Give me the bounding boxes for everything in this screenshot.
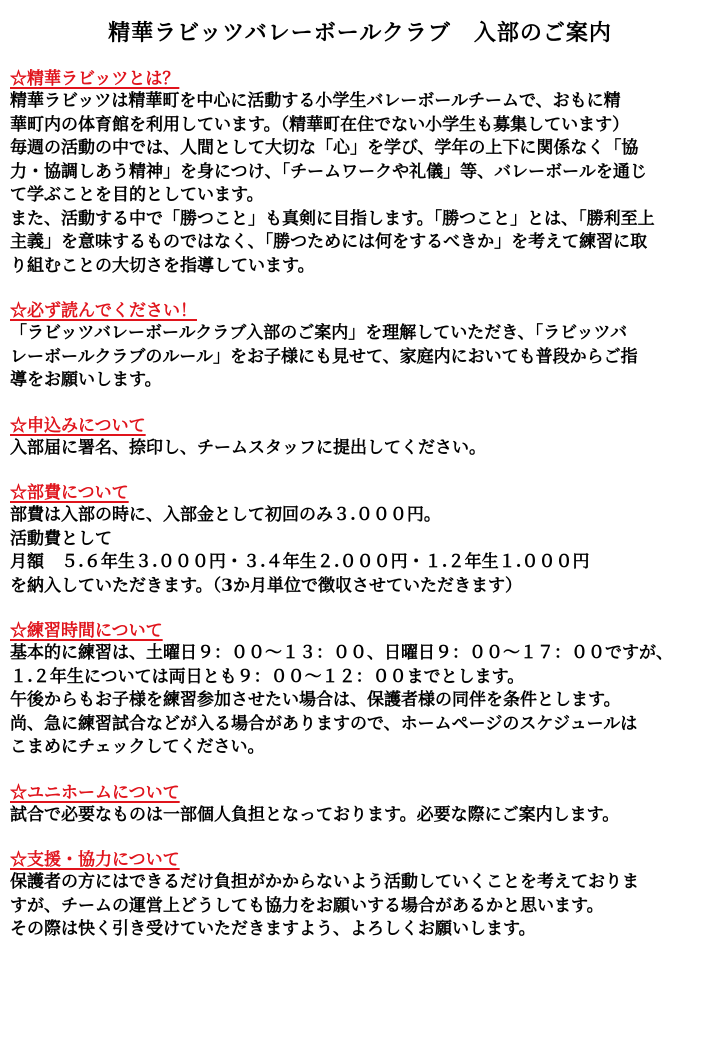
- section-fees: [10, 482, 710, 598]
- paragraph-line: こまめにチェックしてください。: [10, 737, 265, 757]
- paragraph-line: すが、チームの運営上どうしても協力をお願いする場合があるかと思います。: [10, 895, 604, 916]
- paragraph-line: 「ラビッツバレーボールクラブ入部のご案内」を理解していただき、「ラビッツバ: [10, 323, 628, 343]
- paragraph-line: 保護者の方にはできるだけ負担がかからないよう活動していくことを考えておりま: [10, 872, 639, 892]
- section-support: [10, 849, 710, 942]
- section-practice-hours: [10, 620, 710, 760]
- paragraph-line: レーボールクラブのルール」をお子様にも見せて、家庭内においても普段からご指: [10, 346, 638, 367]
- section-uniform: [10, 782, 710, 828]
- section-heading: ☆部費について: [10, 483, 129, 503]
- paragraph-line: 尚、急に練習試合などが入る場合がありますので、ホームページのスケジュールは: [10, 713, 638, 734]
- paragraph-line: その際は快く引き受けていただきますよう、よろしくお願いします。: [10, 919, 536, 939]
- paragraph-line: 力・協調しあう精神」を身につけ、「チームワークや礼儀」等、バレーボールを通じ: [10, 161, 647, 182]
- paragraph-line: り組むことの大切さを指導しています。: [10, 255, 315, 276]
- paragraph-line: 主義」を意味するものではなく、「勝つためには何をするべきか」を考えて練習に取: [10, 232, 648, 252]
- paragraph-line: 精華ラビッツは精華町を中心に活動する小学生バレーボールチームで、おもに精: [10, 91, 621, 111]
- paragraph-line: 試合で必要なものは一部個人負担となっております。必要な際にご案内します。: [10, 804, 620, 825]
- paragraph-line: 部費は入部の時に、入部金として初回のみ３.０００円。: [10, 505, 441, 525]
- section-heading: ☆申込みについて: [10, 415, 146, 436]
- paragraph-line: 入部届に署名、捺印し、チームスタッフに提出してください。: [10, 437, 486, 458]
- paragraph-line: を納入していただきます。（3か月単位で徴収させていただきます）: [10, 575, 522, 596]
- section-heading: ☆ユニホームについて: [10, 782, 180, 803]
- paragraph-line: また、活動する中で「勝つこと」も真剣に目指します。「勝つこと」とは、「勝利至上: [10, 208, 655, 229]
- section-heading: ☆練習時間について: [10, 621, 163, 641]
- section-about: [10, 68, 710, 278]
- paragraph-line: て学ぶことを目的としています。: [10, 185, 264, 205]
- paragraph-line: １.２年生については両日とも９：００～１２：００までとします。: [10, 666, 525, 687]
- paragraph-line: 毎週の活動の中では、人間として大切な「心」を学び、学年の上下に関係なく「協: [10, 138, 639, 158]
- section-application: [10, 415, 710, 461]
- paragraph-line: 基本的に練習は、土曜日９：００～１３：００、日曜日９：００～１７：００ですが、: [10, 643, 673, 663]
- section-heading: ☆必ず読んでください！: [10, 301, 197, 321]
- section-heading: ☆精華ラビッツとは？: [10, 69, 180, 89]
- page-title: 精華ラビッツバレーボールクラブ 入部のご案内: [108, 20, 612, 46]
- paragraph-line: 華町内の体育館を利用しています。（精華町在住でない小学生も募集しています）: [10, 114, 630, 135]
- paragraph-line: 導をお願いします。: [10, 370, 162, 390]
- paragraph-line: 午後からもお子様を練習参加させたい場合は、保護者様の同伴を条件とします。: [10, 690, 621, 710]
- paragraph-line: 活動費として: [10, 528, 112, 549]
- paragraph-line: 月額 ５.６年生３.０００円・３.４年生２.０００円・１.２年生１.０００円: [10, 552, 590, 572]
- section-must-read: [10, 300, 710, 393]
- section-heading: ☆支援・協力について: [10, 850, 180, 870]
